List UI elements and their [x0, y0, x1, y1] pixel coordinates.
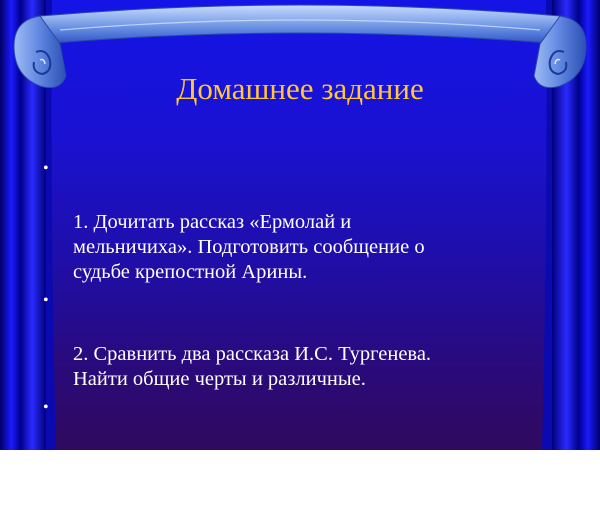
list-item — [40, 160, 552, 285]
bullet-icon: • — [43, 399, 49, 416]
bullet-icon: • — [43, 292, 49, 309]
list-item — [40, 399, 552, 524]
homework-list — [40, 160, 552, 531]
list-item-text: 3. Подготовить сообщение о формах протеста в произведениях И.С. Тургенева и Н.А. Некрасова — [73, 450, 437, 522]
slide-title: Домашнее задание — [176, 71, 424, 106]
scroll-band — [40, 5, 560, 44]
list-item-text: 1. Дочитать рассказ «Ермолай и мельничиха». Подготовить сообщение о судьбе крепостной Арины. — [73, 211, 425, 283]
bullet-icon: • — [43, 160, 49, 177]
list-item-text: 2. Сравнить два рассказа И.С. Тургенева. Найти общие черты и различные. — [73, 343, 432, 390]
list-item — [40, 292, 552, 392]
